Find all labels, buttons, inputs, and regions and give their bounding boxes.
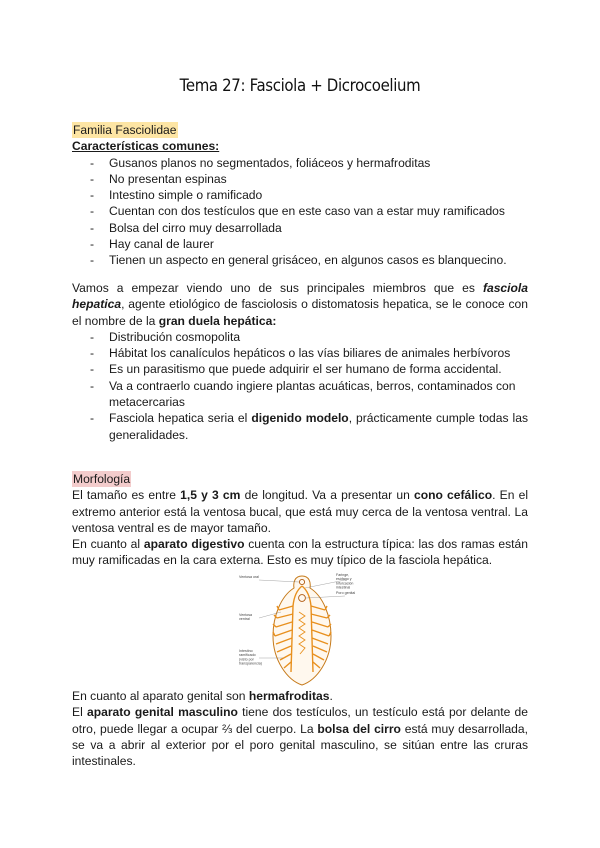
list-item: - Es un parasitismo que puede adquirir el ser humano de forma accidental. — [72, 361, 528, 377]
list-item: - Fasciola hepatica seria el digenido modelo, prácticamente cumple todas las generalidades. — [72, 410, 528, 443]
list-item: - No presentan espinas — [72, 171, 528, 187]
list-item: - Cuentan con dos testículos que en este caso van a estar muy ramificados — [72, 203, 528, 219]
figure-label-right: Faringe, — [336, 573, 350, 577]
genital-paragraph-2: El aparato genital masculino tiene dos testículos, un testículo está por delante de otro, puede llegar a ocupar ⅔ del cuerpo. La bolsa del cirro está muy desarrollada, se va a abrir al exterior por el poro genital masculino, se sitúan entre las cruras intestinales. — [72, 705, 528, 769]
page-title: Tema 27: Fasciola + Dicrocoelium — [179, 76, 421, 96]
list-item: - Gusanos planos no segmentados, foliáceos y hermafroditas — [72, 155, 528, 171]
section-heading-familia: Familia Fasciolidae — [73, 123, 177, 137]
figure-label-left: ramificado — [239, 653, 256, 658]
list-item: - Hay canal de laurer — [72, 236, 528, 252]
section-fasciolidae — [72, 122, 528, 269]
figure-label-left: transparencia) — [239, 661, 262, 666]
genital-paragraph-1: En cuanto al aparato genital son hermafroditas. — [72, 689, 333, 703]
list-item: - Distribución cosmopolita — [72, 329, 528, 345]
figure-label-left: Intestino — [239, 649, 253, 653]
figure-label-left: Ventosa — [239, 613, 252, 617]
list-item: - Intestino simple o ramificado — [72, 187, 528, 203]
figure-label-left: ventral — [239, 617, 250, 622]
figure-label-right: esófago y — [336, 577, 352, 582]
fasciola-diagram-svg — [237, 572, 367, 688]
intro-paragraph: Vamos a empezar viendo uno de sus principales miembros que es fasciola hepatica, agente etiológico de fasciolosis o distomatosis hepatica, se le conoce con el nombre de la gran duela hepática: — [72, 281, 528, 328]
figure-label-left: (visto por — [239, 657, 254, 662]
figure-label-right: bifurcación — [336, 581, 354, 586]
list-item: - Bolsa del cirro muy desarrollada — [72, 220, 528, 236]
fasciola-diagram — [237, 572, 367, 688]
list-item: - Hábitat los canalículos hepáticos o las vías biliares de animales herbívoros — [72, 345, 528, 361]
section-fasciola-hepatica — [72, 280, 528, 443]
morfologia-paragraph-2: En cuanto al aparato digestivo cuenta con la estructura típica: las dos ramas están muy ramificadas en la cara externa. Esto es muy típico de la fasciola hepática. — [72, 537, 528, 568]
section-genital — [72, 688, 528, 769]
list-item: - Va a contraerlo cuando ingiere plantas acuáticas, berros, contaminados con metacercarias — [72, 378, 528, 411]
section-heading-morfologia: Morfología — [73, 472, 131, 486]
list-item: - Tienen un aspecto en general grisáceo, en algunos casos es blanquecino. — [72, 252, 528, 268]
gran-duela-list — [72, 329, 528, 443]
figure-label-left: Ventosa oral — [239, 575, 259, 579]
morfologia-paragraph-1: El tamaño es entre 1,5 y 3 cm de longitud. Va a presentar un cono cefálico. En el extremo anterior está la ventosa bucal, que está muy cerca de la ventosa ventral. La ventosa ventral es de mayor tamaño. — [72, 488, 529, 535]
subheading-caracteristicas: Características comunes: — [72, 139, 220, 154]
figure-label-right: Poro genital — [336, 591, 356, 595]
section-morfologia — [72, 471, 528, 569]
characteristics-list — [72, 155, 528, 269]
figure-label-right: intestinal — [336, 585, 351, 590]
